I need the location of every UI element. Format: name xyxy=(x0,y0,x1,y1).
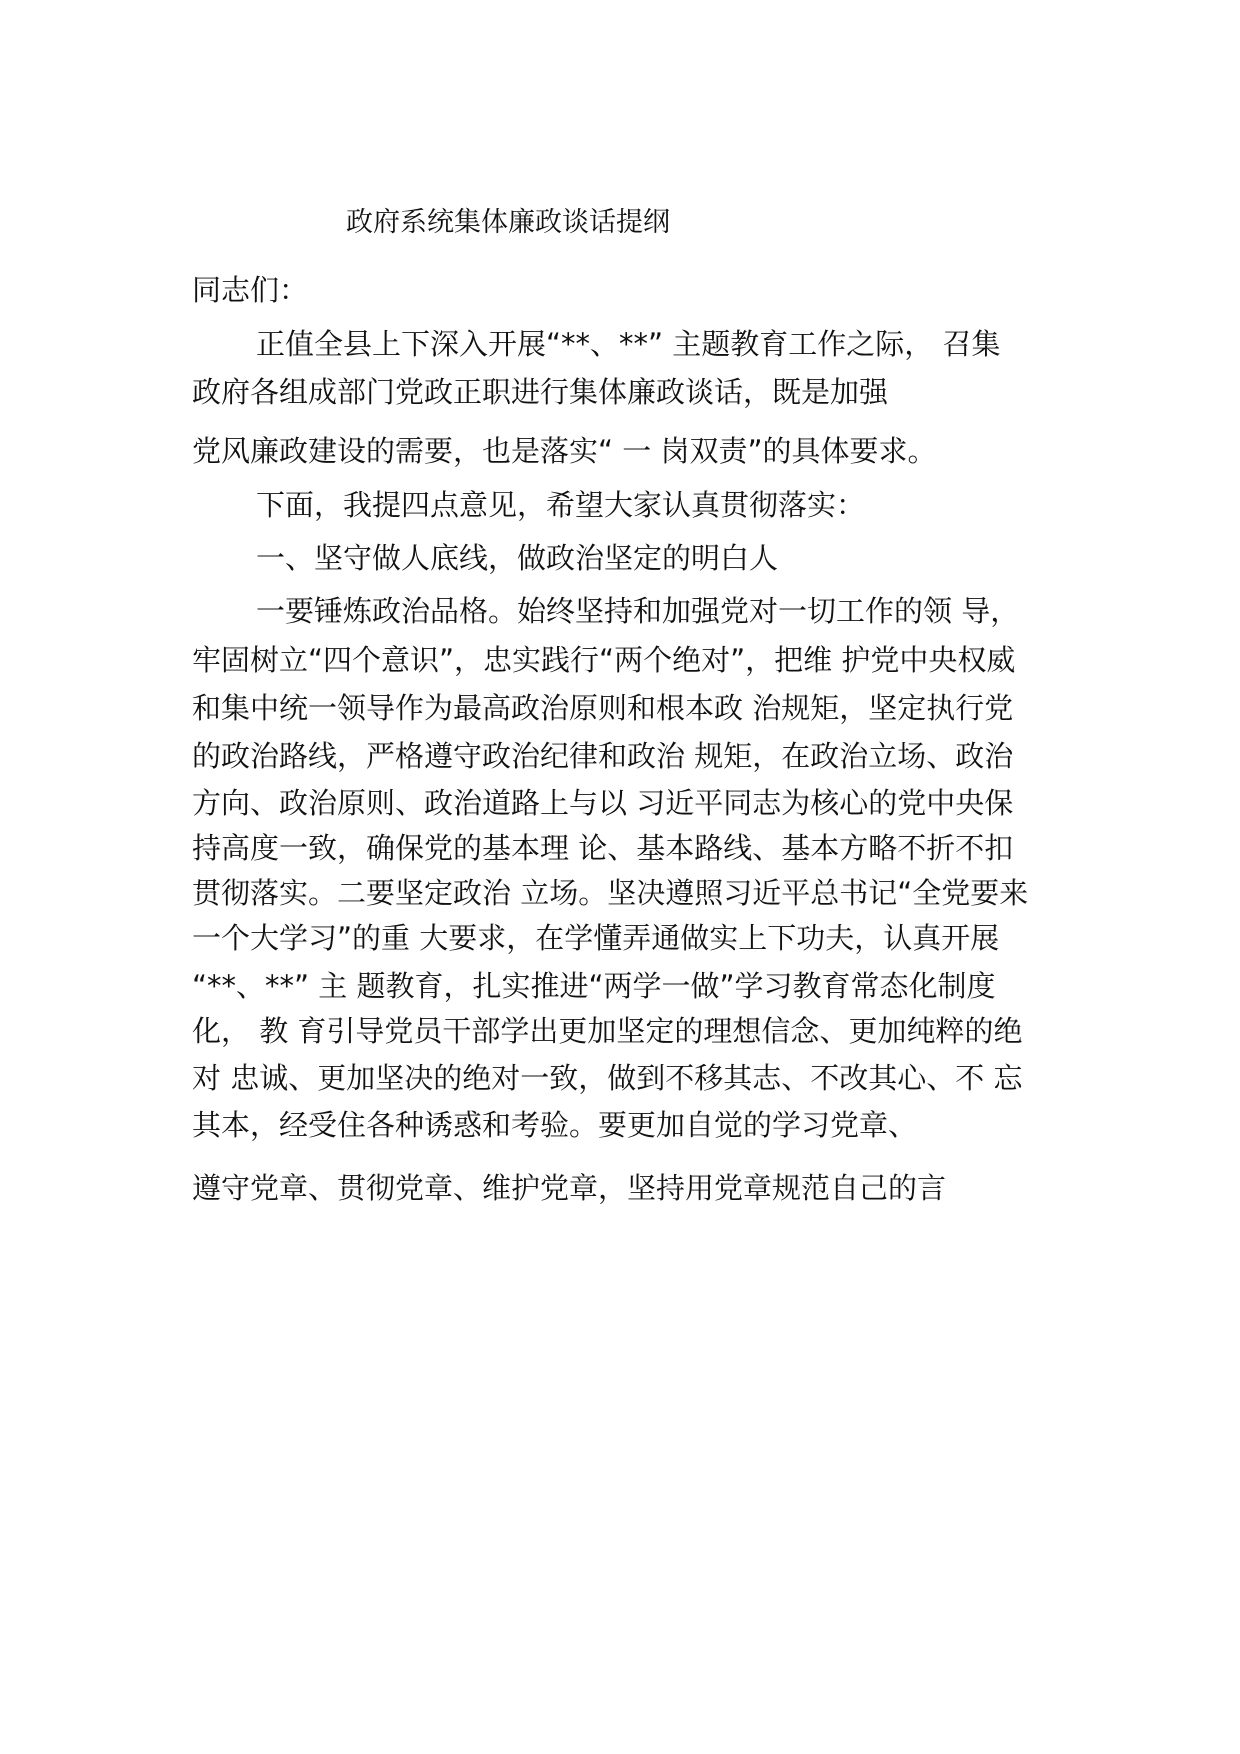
section-heading-1: 一、坚守做人底线，做政治坚定的明白人 xyxy=(256,541,779,575)
body-line-2: 政府各组成部门党政正职进行集体廉政谈话，既是加强 xyxy=(192,375,889,409)
body-line-11: 持高度一致，确保党的基本理 论、基本路线、基本方略不折不扣 xyxy=(192,831,1014,865)
body-line-9: 的政治路线，严格遵守政治纪律和政治 规矩，在政治立场、政治 xyxy=(192,739,1014,773)
body-line-15: 化， 教 育引导党员干部学出更加坚定的理想信念、更加纯粹的绝 xyxy=(192,1014,1023,1048)
body-line-14: “**、**” 主 题教育，扎实推进“两学一做”学习教育常态化制度 xyxy=(192,969,996,1003)
salutation: 同志们： xyxy=(192,273,309,307)
body-line-18: 遵守党章、贯彻党章、维护党章，坚持用党章规范自己的言 xyxy=(192,1171,947,1205)
body-line-13: 一个大学习”的重 大要求，在学懂弄通做实上下功夫，认真开展 xyxy=(192,921,1000,955)
body-line-12: 贯彻落实。二要坚定政治 立场。坚决遵照习近平总书记“全党要来 xyxy=(192,876,1029,910)
body-line-7: 牢固树立“四个意识”，忠实践行“两个绝对”，把维 护党中央权威 xyxy=(192,643,1016,677)
body-line-6: 一要锤炼政治品格。始终坚持和加强党对一切工作的领 导， xyxy=(256,594,1020,628)
body-line-17: 其本，经受住各种诱惑和考验。要更加自觉的学习党章、 xyxy=(192,1108,918,1142)
body-line-4: 下面，我提四点意见，希望大家认真贯彻落实： xyxy=(256,488,866,522)
body-line-1: 正值全县上下深入开展“**、**” 主题教育工作之际， 召集 xyxy=(256,327,1001,361)
document-title: 政府系统集体廉政谈话提纲 xyxy=(346,207,670,238)
body-line-10: 方向、政治原则、政治道路上与以 习近平同志为核心的党中央保 xyxy=(192,786,1014,820)
body-line-16: 对 忠诚、更加坚决的绝对一致，做到不移其志、不改其心、不 忘 xyxy=(192,1061,1023,1095)
body-line-3: 党风廉政建设的需要，也是落实“ 一 岗双责”的具体要求。 xyxy=(192,434,937,468)
body-line-8: 和集中统一领导作为最高政治原则和根本政 治规矩，坚定执行党 xyxy=(192,691,1014,725)
